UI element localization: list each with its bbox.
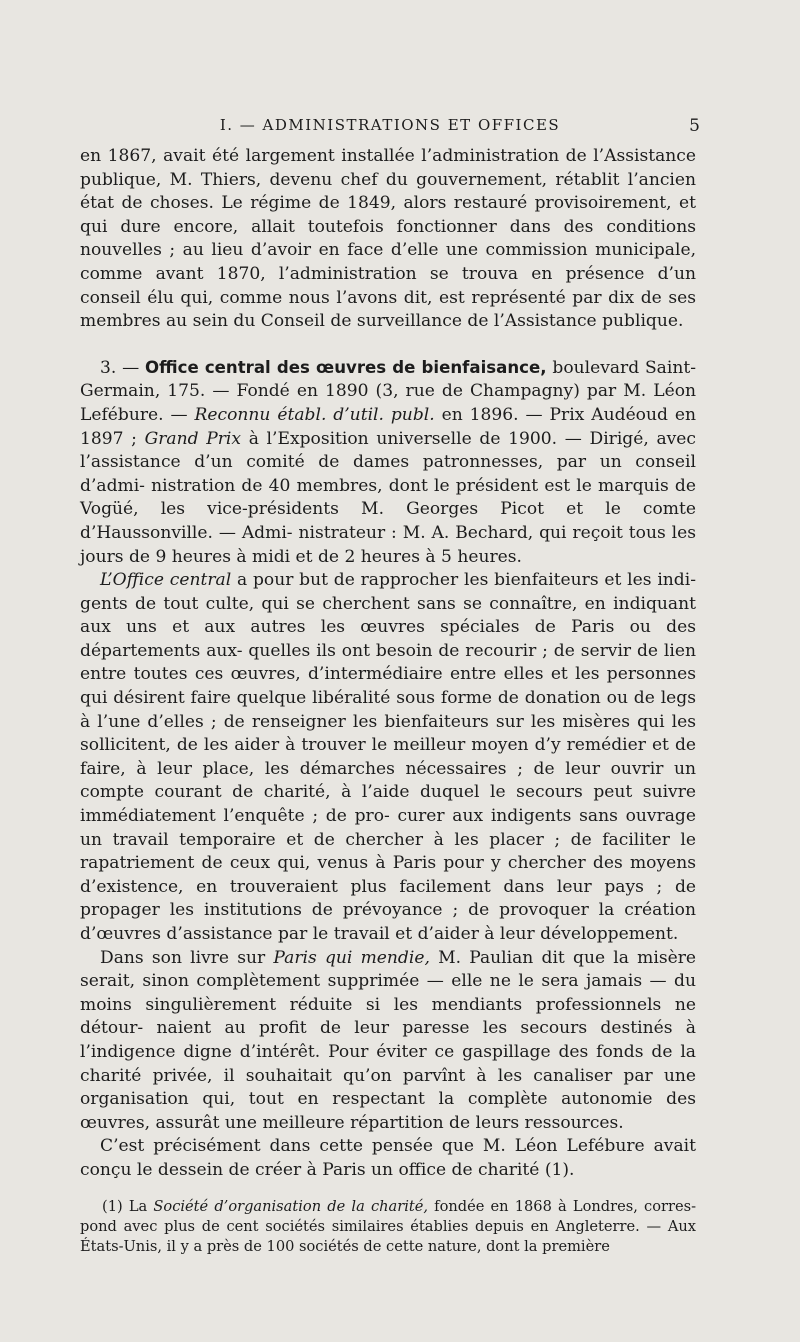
text-line: boulevard — [552, 357, 640, 378]
footnote-text: pond avec plus de cent sociétés similaires établies depuis en Angleterre. — — [80, 1217, 662, 1235]
paragraph-paulian — [80, 947, 696, 1136]
italic-text: Reconnu établ. d’util. publ. — [194, 404, 435, 425]
footnote-text: (1) La — [102, 1197, 148, 1215]
text-line: a pour but de rapprocher les bienfaiteurs et les indi- — [236, 570, 696, 591]
text-line: de choses. Le régime de 1849, alors restauré provisoirement, et qui dure — [80, 193, 696, 237]
text-line: curer aux indigents sans ouvrage un travail temporaire et de chercher à — [80, 806, 696, 850]
text-line: les placer ; de faciliter le rapatriement de ceux qui, venus à Paris pour y — [80, 829, 697, 874]
text-line: Dans son livre sur — [100, 947, 266, 968]
running-header — [80, 116, 700, 140]
text-line: chercher des moyens d’existence, en trouveraient plus facilement dans — [80, 853, 697, 897]
text-line: encore, allait toutefois fonctionner dans des conditions nouvelles ; au lieu — [80, 216, 697, 261]
text-line: surveillance de l’Assistance publique. — [356, 311, 684, 332]
text-line: à trouver le meilleur moyen d’y remédier et de faire, à leur place, les — [80, 735, 696, 779]
text-line: moins singulièrement réduite si les mendiants professionnels ne détour- — [80, 994, 696, 1039]
text-line: naient au profit de leur paresse les secours destinés à l’indigence digne — [80, 1018, 696, 1062]
text-line: répartition de leurs ressources. — [350, 1112, 624, 1133]
text-line: souhaitait qu’on parvînt à les canaliser par une organisation qui, tout en — [80, 1065, 696, 1110]
text-line: 1897 ; — [80, 428, 137, 449]
text-line: le dessein de créer à Paris un office de charité (1). — [136, 1159, 575, 1180]
text-line: Lefébure. — — [80, 404, 188, 425]
text-line: renseigner les bienfaiteurs sur les misères qui les sollicitent, de les aider — [80, 711, 696, 756]
text-line: démarches nécessaires ; de leur ouvrir un compte courant de charité, à — [80, 758, 696, 803]
section-office-central — [80, 356, 696, 569]
text-line: quelles ils ont besoin de recourir ; de servir de lien entre toutes ces — [80, 640, 696, 685]
text-line: nistrateur : M. A. Bechard, qui reçoit tous les jours de 9 heures à midi et — [80, 522, 697, 567]
italic-text: Société d’organisation de la charité, — [153, 1197, 428, 1215]
text-line: respectant la complète autonomie des œuvres, assurât une meilleure — [80, 1089, 697, 1133]
text-line: uns et aux autres les œuvres spéciales de Paris ou des départements aux- — [80, 617, 696, 661]
text-line: en 1896. — Prix Audéoud en — [441, 404, 696, 425]
text-line: leur pays ; de propager les institutions de prévoyance ; de provoquer la — [80, 876, 696, 921]
footnote-text: Aux États-Unis, il y a près de 100 sociétés de cette nature, dont la première — [80, 1217, 697, 1255]
text-line: publique, M. Thiers, devenu chef du gouvernement, rétablit l’ancien état — [80, 169, 696, 214]
text-line: vice-présidents M. Georges Picot et le comte d’Haussonville. — Admi- — [80, 499, 696, 543]
text-line: création d’œuvres d’assistance par le travail et d’aider à leur développement. — [80, 900, 696, 944]
page-number: 5 — [689, 116, 700, 136]
text-line: l’administration se trouva en présence d’un conseil élu qui, comme nous — [80, 263, 696, 308]
section-number: 3. — — [100, 357, 140, 378]
paragraph-lefebure — [80, 1135, 696, 1182]
footnote-text: fondée en 1868 à Londres, corres- — [434, 1197, 697, 1215]
text-line: d’avoir en face d’elle une commission municipale, comme avant 1870, — [80, 240, 696, 284]
text-line: œuvres, d’intermédiaire entre elles et les personnes qui désirent faire — [80, 664, 696, 709]
running-header-title: I. — ADMINISTRATIONS ET OFFICES — [219, 116, 561, 134]
italic-text: Paris qui mendie, — [273, 947, 430, 968]
text-line: en 1867, avait été largement installée l’administration de l’Assistance — [80, 146, 696, 166]
text-line: M. Paulian dit que la misère — [438, 947, 697, 968]
paragraph-thiers — [80, 145, 696, 334]
italic-text: Grand Prix — [144, 428, 242, 449]
text-line: l’aide duquel le secours peut suivre immédiatement l’enquête ; de pro- — [80, 782, 696, 827]
text-line: Saint-Germain, 175. — Fondé en 1890 (3, rue de Champagny) par M. Léon — [80, 357, 696, 402]
text-line: gents de tout culte, qui se cherchent sans se connaître, en indiquant aux — [80, 593, 696, 638]
text-line: nistration de 40 membres, dont le président est le marquis de Vogüé, les — [80, 475, 696, 520]
text-line: l’avons dit, est représenté par dix de ses membres au sein du Conseil de — [80, 287, 697, 332]
footnote — [80, 1197, 696, 1257]
text-line: de 2 heures à 5 heures. — [317, 546, 522, 567]
text-line: quelque libéralité sous forme de donation ou de legs à l’une d’elles ; de — [80, 688, 696, 732]
page-body — [80, 145, 696, 1257]
text-line: C’est précisément dans cette pensée que M. Léon Lefébure avait conçu — [80, 1136, 696, 1180]
italic-text: L’Office central — [100, 570, 232, 591]
paragraph-purpose — [80, 569, 696, 947]
text-line: serait, sinon complètement supprimée — elle ne le sera jamais — du — [80, 971, 696, 992]
text-line: à l’Exposition universelle de 1900. — Dirigé, avec — [248, 428, 696, 449]
section-heading: Office central des œuvres de bienfaisance, — [145, 357, 547, 377]
text-line: d’intérêt. Pour éviter ce gaspillage des fonds de la charité privée, il — [80, 1041, 696, 1086]
text-line: l’assistance d’un comité de dames patronnesses, par un conseil d’admi- — [80, 452, 696, 496]
